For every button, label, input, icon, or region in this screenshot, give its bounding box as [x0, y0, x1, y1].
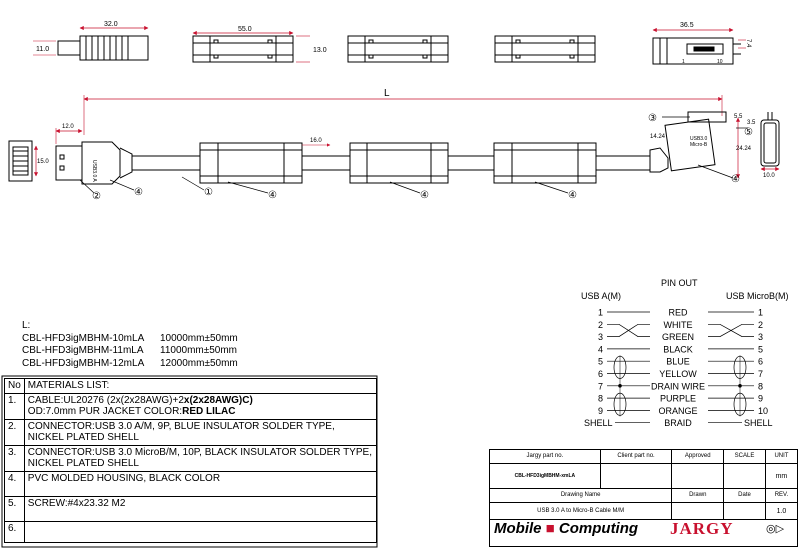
pin-color-label: BLACK [663, 344, 693, 355]
pinout-diagram [581, 278, 789, 428]
dim-top-plug-height: 11.0 [36, 46, 50, 53]
pin-left-label: 6 [598, 369, 604, 379]
pin-right-label: 6 [758, 356, 764, 367]
dim-micro-b-c: 5.5 [734, 114, 743, 120]
sleeve-view-3 [495, 36, 595, 62]
pin-left-label: 2 [598, 319, 604, 330]
dim-sleeve-16: 16.0 [310, 138, 322, 144]
usb-a-end-view [9, 141, 32, 181]
callout-3: ③ [648, 113, 657, 124]
pin-twist [607, 324, 650, 336]
pin-left-label: 3 [598, 332, 604, 343]
dim-micro-b-b: 24.24 [736, 146, 752, 152]
length-options [22, 320, 238, 370]
callout-1: ① [204, 187, 213, 198]
callout-2: ② [92, 191, 101, 202]
materials-row: 2. CONNECTOR:USB 3.0 A/M, 9P, BLUE INSULATOR SOLDER TYPE, NICKEL PLATED SHELL [5, 419, 377, 445]
tb-drawing-name-label: Drawing Name [490, 489, 672, 503]
dim-micro-b-width: 36.5 [680, 22, 694, 29]
pin-right-label: 10 [758, 405, 769, 416]
pin-left-label: 1 [598, 307, 604, 318]
pin-left-label: 8 [598, 393, 604, 404]
mobile-computing-logo: Mobile ■ Computing [494, 520, 639, 537]
pin-color-label: RED [668, 307, 688, 318]
pin-right-label: 1 [758, 307, 764, 318]
dim-a-tip-length: 12.0 [62, 124, 74, 130]
pinout-title: PIN OUT [661, 278, 698, 288]
dim-micro-b-e: 10.0 [763, 173, 775, 179]
pin-left-label: 7 [598, 381, 604, 392]
pin-right-label: 3 [758, 332, 764, 343]
materials-header-title: MATERIALS LIST: [24, 379, 376, 394]
materials-header-no: No [5, 379, 25, 394]
pin-right-label: 8 [758, 381, 764, 392]
dim-a-height: 15.0 [37, 159, 49, 165]
micro-b-connector-side [650, 112, 726, 172]
materials-row: 6. [5, 521, 377, 542]
callout-4b: ④ [268, 190, 277, 201]
tb-approved-label: Approved [672, 450, 724, 464]
callout-4e: ④ [731, 174, 740, 185]
pin-left-label: SHELL [584, 418, 613, 429]
jargy-logo: JARGY [670, 519, 734, 538]
pin-color-label: BLUE [666, 356, 690, 367]
materials-row: 3. CONNECTOR:USB 3.0 MicroB/M, 10P, BLACK INSULATOR SOLDER TYPE, NICKEL PLATED SHELL [5, 445, 377, 471]
cable-body [132, 143, 650, 183]
length-row: CBL-HFD3igMBHM-12mLA 12000mm±50mm [22, 357, 238, 369]
micro-b-label-2: Micro-B [690, 142, 708, 148]
dim-top-plug-length: 32.0 [104, 21, 118, 28]
tb-unit-label: UNIT [765, 450, 797, 464]
usb-a-label: USB3.0 A [91, 160, 97, 182]
length-title: L: [22, 320, 31, 331]
pin-right-label: 7 [758, 369, 764, 379]
tb-jargy-part-label: Jargy part no. [490, 450, 601, 464]
callout-4d: ④ [568, 190, 577, 201]
pin-color-label: BRAID [664, 418, 692, 429]
materials-row: 1. CABLE:UL20276 (2x(2x28AWG)+2x(2x28AWG)C) OD:7.0mm PUR JACKET COLOR:RED LILAC [5, 393, 377, 419]
tb-drawing-name: USB 3.0 A to Micro-B Cable M/M [490, 503, 672, 520]
pin-left-label: 9 [598, 405, 604, 416]
micro-b-top-view [653, 38, 741, 64]
callout-4a: ④ [134, 187, 143, 198]
projection-symbol-icon: ◎▷ [766, 523, 785, 535]
pinout-left-title: USB A(M) [581, 291, 622, 301]
pinout-right-title: USB MicroB(M) [726, 291, 789, 301]
length-row: CBL-HFD3igMBHM-10mLA 10000mm±50mm [22, 332, 238, 344]
pin-color-label: PURPLE [659, 393, 697, 404]
materials-row: 5. SCREW:#4x23.32 M2 [5, 496, 377, 521]
pin-twist [708, 324, 754, 336]
materials-header [5, 379, 377, 394]
pin-1-label: 1 [682, 59, 685, 65]
pin-right-label: 5 [758, 344, 764, 355]
dim-sleeve-height: 13.0 [313, 47, 327, 54]
materials-row: 4. PVC MOLDED HOUSING, BLACK COLOR [5, 471, 377, 496]
pin-color-label: ORANGE [658, 405, 698, 416]
pin-color-label: WHITE [663, 319, 693, 330]
tb-client-part-label: Client part no. [600, 450, 672, 464]
tb-scale-label: SCALE [724, 450, 766, 464]
dim-micro-b-a: 14.24 [650, 134, 666, 140]
pin-left-label: 4 [598, 344, 604, 355]
materials-table [4, 378, 377, 543]
pin-right-label: 2 [758, 319, 764, 330]
tb-date-label: Date [724, 489, 766, 503]
tb-unit: mm [765, 464, 797, 489]
sleeve-view-2 [348, 36, 448, 62]
sleeve-view-1 [193, 36, 293, 62]
pin-color-label: YELLOW [659, 369, 697, 379]
dim-micro-b-d: 3.5 [747, 120, 756, 126]
dim-micro-b-height: 7.4 [745, 39, 751, 48]
length-row: CBL-HFD3igMBHM-11mLA 11000mm±50mm [22, 345, 237, 356]
dim-sleeve-length: 55.0 [238, 26, 252, 33]
pin-right-label: 9 [758, 393, 764, 404]
dim-cable-length: L [384, 88, 390, 99]
micro-b-label-1: USB3.0 [690, 136, 708, 142]
tb-part-no: CBL-HFD3igMBHM-xmLA [490, 464, 601, 489]
tb-rev-label: REV. [765, 489, 797, 503]
pin-10-label: 10 [717, 59, 723, 65]
tb-drawn-label: Drawn [672, 489, 724, 503]
logo-area [489, 510, 798, 547]
callout-4c: ④ [420, 190, 429, 201]
callout-5: ⑤ [744, 127, 753, 138]
pin-right-label: SHELL [744, 418, 773, 429]
pin-left-label: 5 [598, 356, 604, 367]
micro-b-end-view [761, 112, 779, 166]
top-plug-view [58, 36, 148, 60]
pin-color-label: DRAIN WIRE [651, 381, 705, 392]
tb-rev: 1.0 [765, 503, 797, 520]
pin-color-label: GREEN [661, 332, 695, 343]
